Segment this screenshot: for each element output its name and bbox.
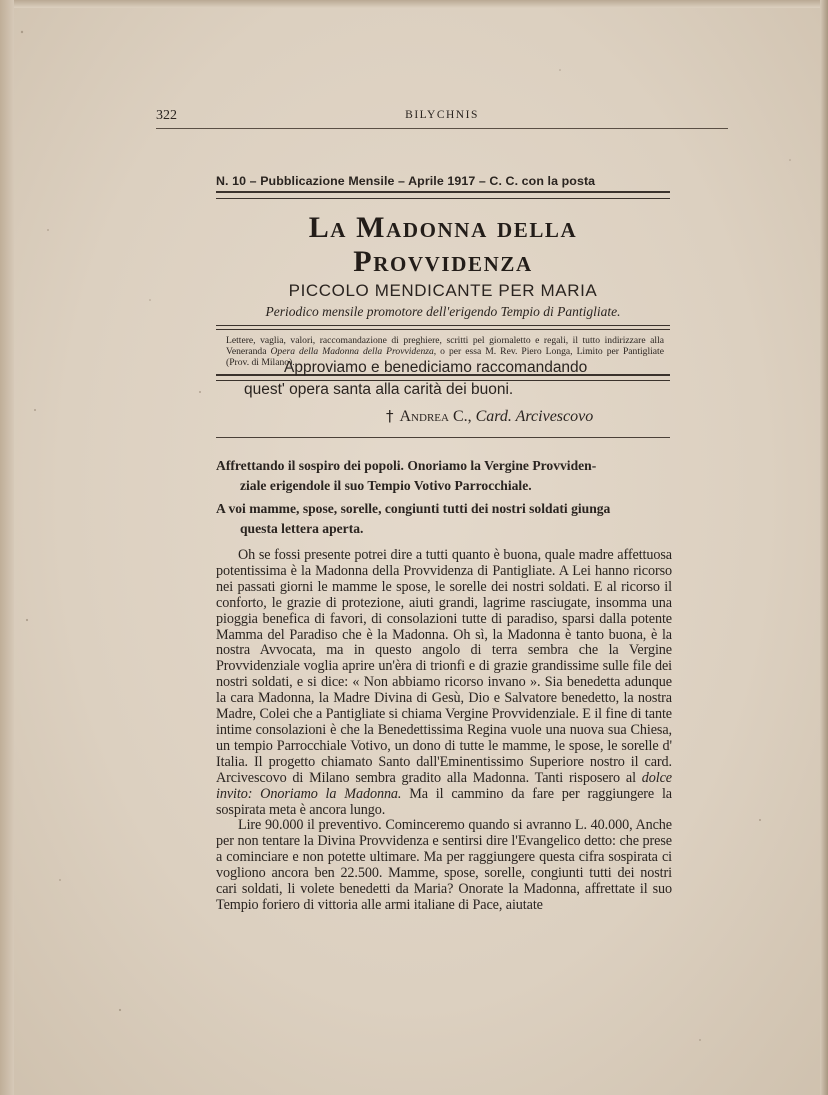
headline-1-line-1: Affrettando il sospiro dei popoli. Onoriamo la Vergine Provviden-: [216, 458, 597, 473]
headline-2: [216, 499, 672, 539]
paragraph-1: [216, 548, 672, 818]
signature-title: Card. Arcivescovo: [475, 408, 594, 425]
approval-statement: [244, 357, 644, 401]
page-edge-left: [0, 0, 14, 1095]
periodical-tagline: Periodico mensile promotore dell'erigendo Tempio di Pantigliate.: [265, 304, 621, 319]
headline-2-line-2: questa lettera aperta.: [240, 521, 364, 536]
journal-title: BILYCHNIS: [405, 109, 479, 121]
signature-name: Andrea C.,: [399, 408, 472, 425]
paragraph-2: Lire 90.000 il preventivo. Cominceremo quando si avranno L. 40.000, Anche per non tentare la Divina Provvidenza e sentirsi dire l'Evangelico detto: che prese a cominciare e non potette ultimare. Ma per raggiungere questa cifra sospirata ci vogliono ancora ben 22.500. Mamme, spose, sorelle, congiunti tutti dei nostri cari soldati, li volete benedetti da Maria? Onorate la Madonna, affrettate il suo Tempio foriero di vittoria alle armi italiane di Pace, aiutate: [216, 817, 672, 913]
headline-1: [216, 456, 672, 496]
header-rule: [156, 128, 728, 129]
headline-2-line-1: A voi mamme, spose, sorelle, congiunti tutti dei nostri soldati giunga: [216, 501, 611, 516]
page-edge-right: [820, 0, 828, 1095]
approval-line-1: Approviamo e benediciamo raccomandando: [284, 359, 588, 376]
issue-line: N. 10 – Pubblicazione Mensile – Aprile 1917 – C. C. con la posta: [216, 174, 596, 188]
paragraph-1-italic: dolce invito: Onoriamo la Madonna.: [216, 769, 672, 802]
masthead-rule-middle: [216, 325, 670, 330]
periodical-subtitle: PICCOLO MENDICANTE PER MARIA: [288, 281, 598, 300]
open-letter-body: [216, 548, 672, 914]
page-number: 322: [156, 108, 177, 123]
running-head: [156, 108, 728, 128]
notice-text-end: , o per essa M. Rev. Piero Longa, Limito per Pantigliate (Prov. di Milano).: [226, 346, 664, 368]
paragraph-1-end: Ma il cammino da fare per raggiungere la sospirata meta è ancora lungo.: [216, 785, 672, 818]
masthead-rule-top: [216, 191, 670, 199]
notice-text-italic: Opera della Madonna della Provvidenza: [270, 346, 434, 357]
headline-1-line-2: ziale erigendole il suo Tempio Votivo Parrocchiale.: [240, 478, 532, 493]
approval-line-2: quest' opera santa alla carità dei buoni.: [244, 381, 514, 398]
periodical-masthead: [216, 174, 670, 381]
periodical-title: La Madonna della Provvidenza: [308, 211, 578, 278]
paragraph-1-text: Oh se fossi presente potrei dire a tutti quanto è buona, quale madre affettuosa potentissima è la Madonna della Provvidenza di Pantigliate. A Lei hanno ricorso nei passati giorni le mamme le spose, le sorelle dei nostri soldati. E al ricorso il conforto, le grazie di protezione, aiuti grandi, lagrime rasciugate, insomma una pioggia benefica di favori, di consolazioni tutte di paradiso, sparsi dalla potente Mamma del Paradiso che è la Madonna. Oh sì, la Madonna è tanto buona, è la nostra Avvocata, ma in questo angolo di terra sembra che la Vergine Provvidenziale voglia aprire un'èra di trionfi e di grazie grandissime sulle file dei nostri soldati, e si dice: « Non abbiamo ricorso invano ». Sia benedetta adunque la cara Madonna, la Madre Divina di Gesù, Dio e Salvatore benedetto, la nostra Madre, Colei che a Pantigliate si chiama Vergine Provvidenziale. E il fine di tante intime consolazioni è che la Benedettissima Regina vuole una nuova sua Chiesa, un tempio Parrocchiale Votivo, un dono di tutte le mamme, le spose, le sorelle d' Italia. Il progetto chiamato Santo dall'Eminentissimo Superiore nostro il card. Arcivescovo di Milano sembra gradito alla Madonna. Tanti risposero al: [216, 547, 672, 786]
page-edge-top: [0, 0, 828, 8]
cross-glyph: †: [386, 407, 394, 425]
notice-text-start: Lettere, vaglia, valori, raccomandazione di preghiere, scritti pel giornaletto e regali, il tutto indirizzare alla Veneranda: [226, 335, 664, 357]
approval-end-rule: [216, 437, 670, 438]
cardinal-signature: [386, 407, 646, 426]
